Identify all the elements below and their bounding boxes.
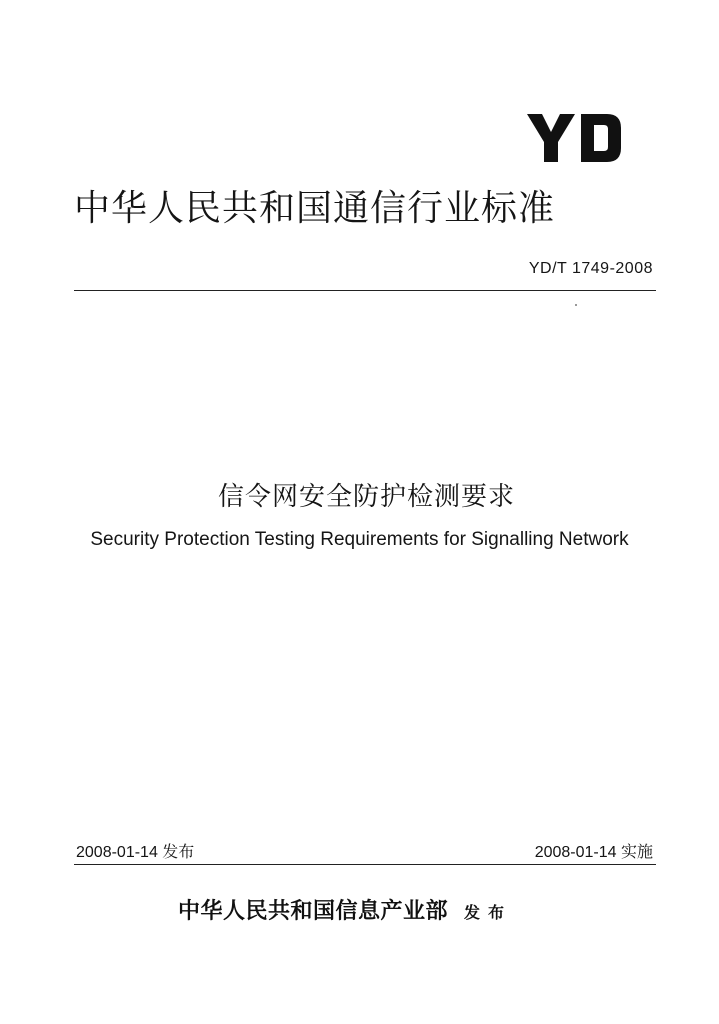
header-divider xyxy=(74,290,656,291)
implementation-date: 2008-01-14 实施 xyxy=(534,844,653,861)
standard-number: YD/T 1749-2008 xyxy=(528,260,653,277)
release-date: 2008-01-14 发布 xyxy=(76,844,195,861)
issuer-action: 发布 xyxy=(464,903,513,922)
document-title-chinese: 信令网安全防护检测要求 xyxy=(217,482,515,512)
issuer-name: 中华人民共和国信息产业部 xyxy=(178,898,449,924)
issuer-line xyxy=(178,894,512,925)
standard-category-title: 中华人民共和国通信行业标准 xyxy=(74,188,556,229)
scan-speck xyxy=(575,304,577,306)
footer-divider xyxy=(74,864,656,865)
yd-logo xyxy=(527,112,623,164)
document-title-english: Security Protection Testing Requirements for Signalling Network xyxy=(90,529,629,550)
